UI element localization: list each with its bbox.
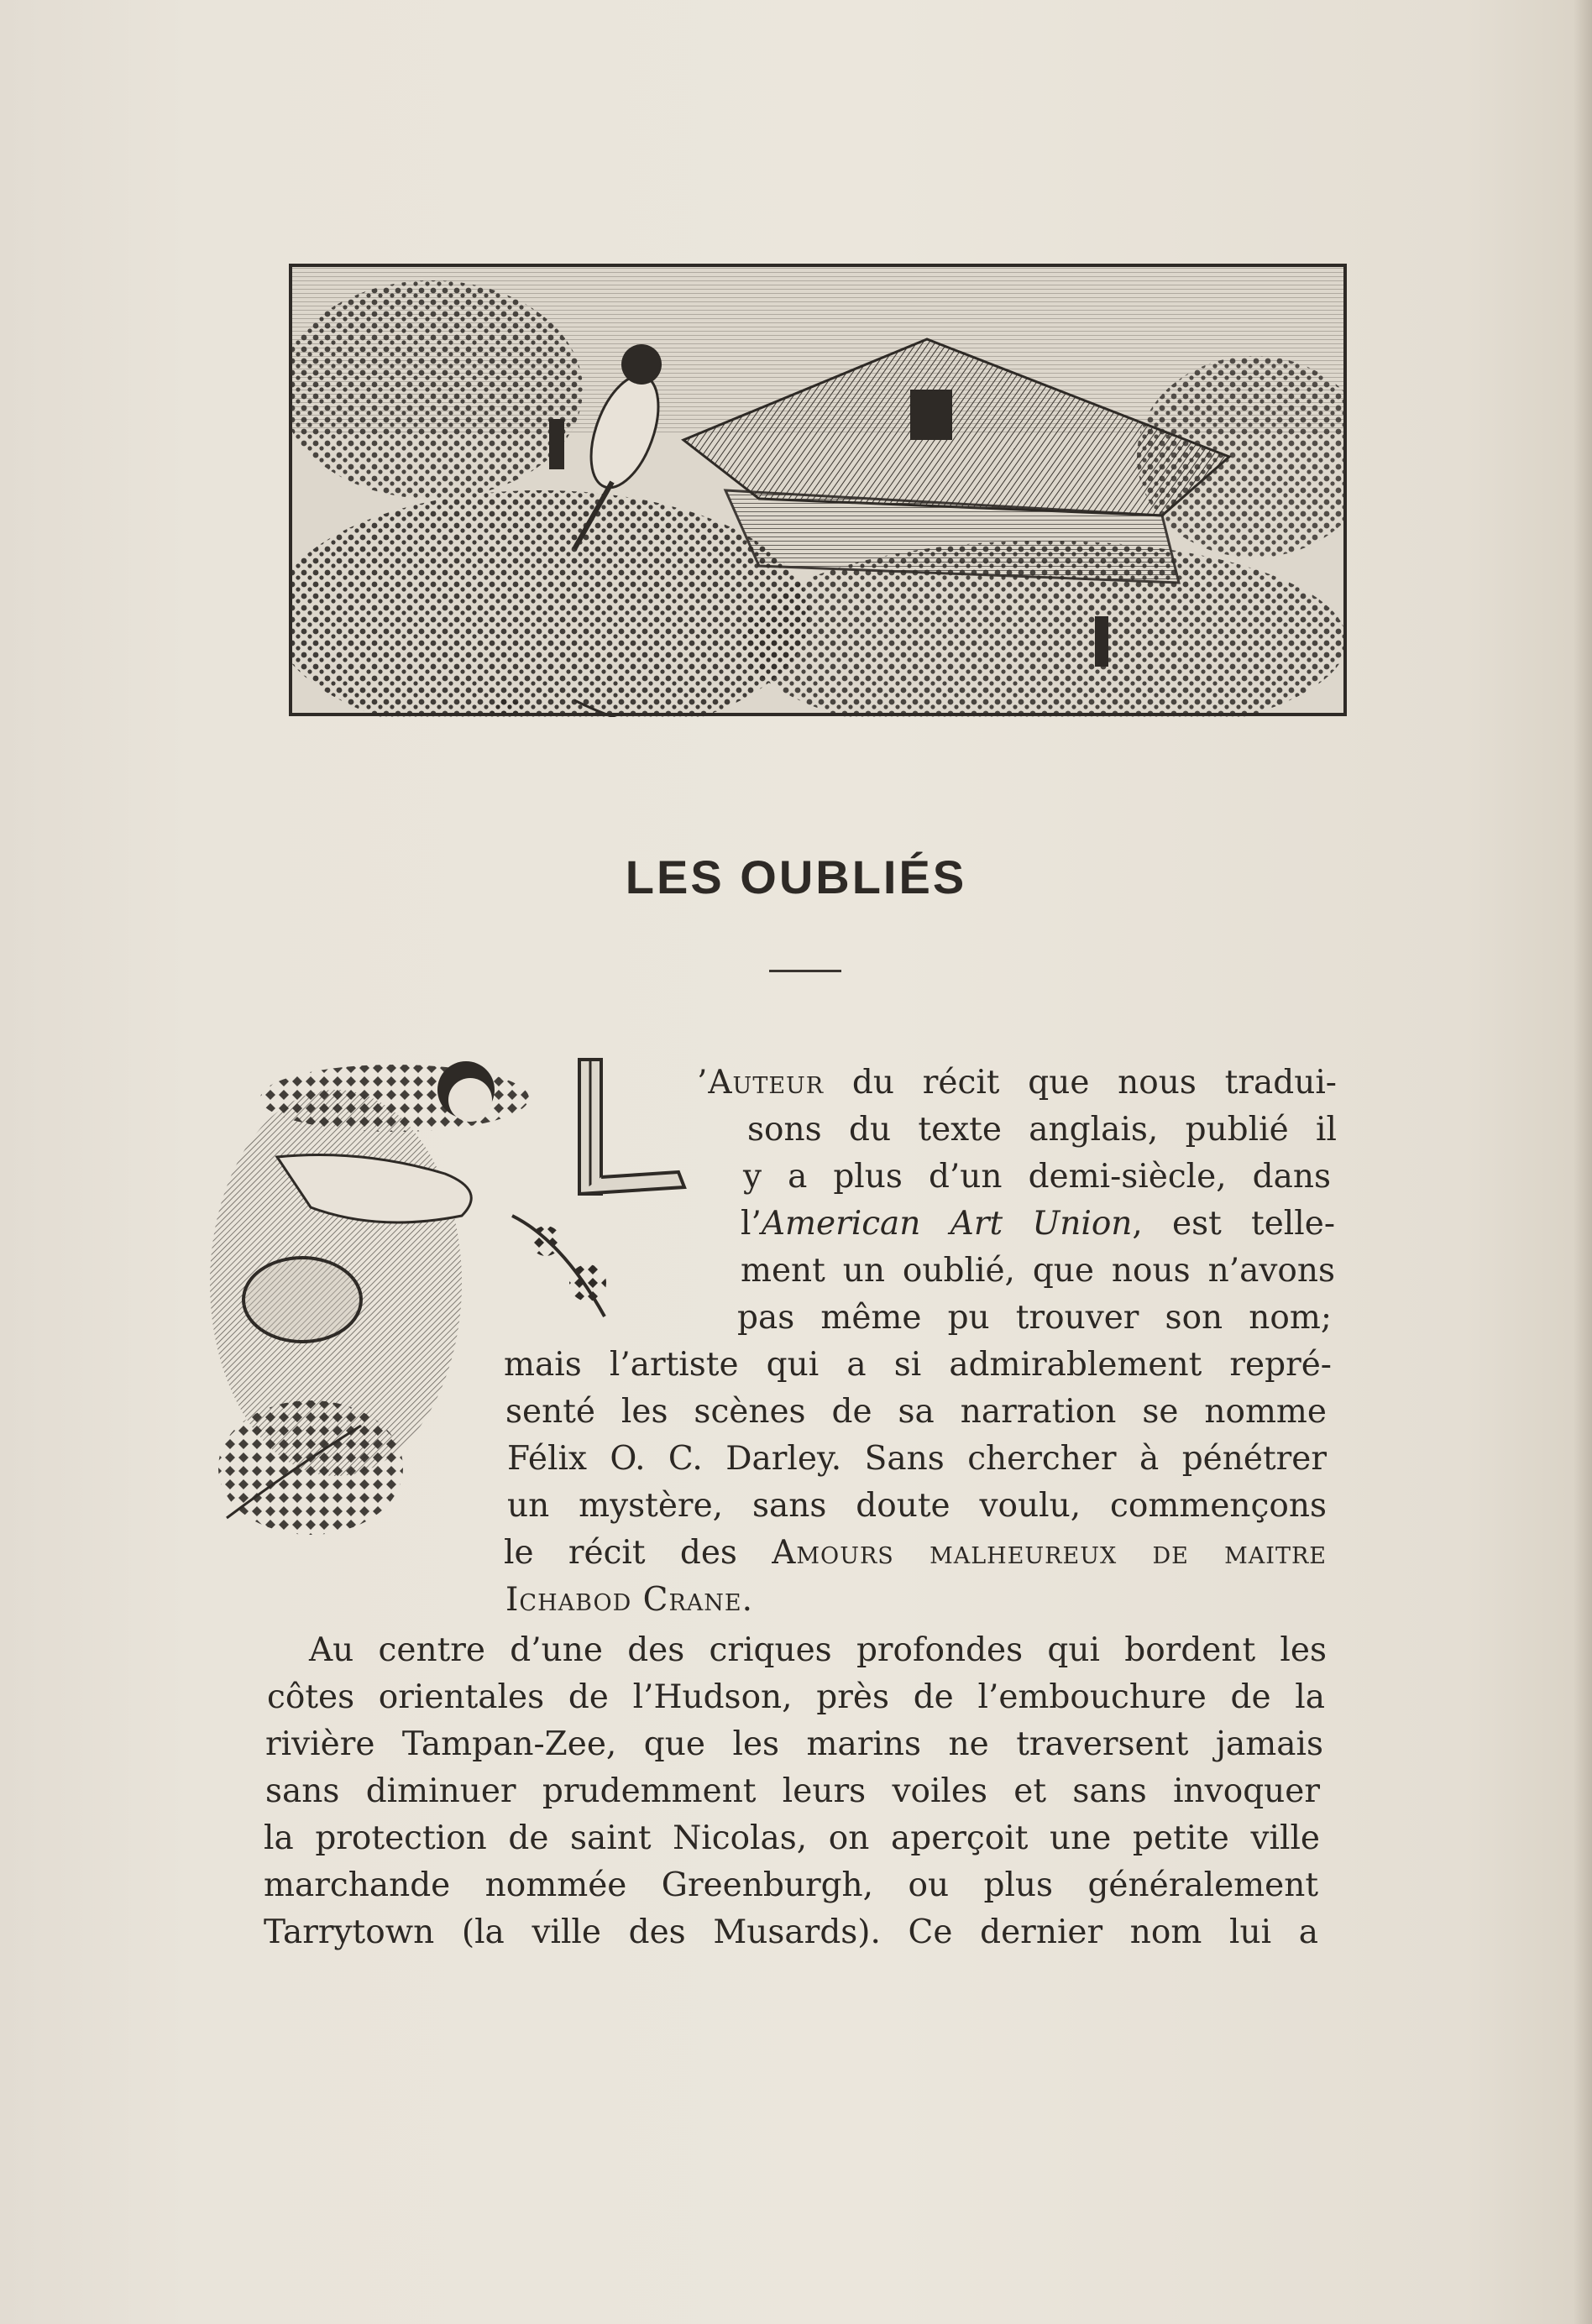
paragraph-line: rivière Tampan-Zee, que les marins ne traversent jamais: [265, 1725, 1323, 1763]
paragraph-line: Tarrytown (la ville des Musards). Ce dernier nom lui a: [264, 1913, 1318, 1951]
text-line: Félix O. C. Darley. Sans chercher à pénétrer: [507, 1440, 1327, 1478]
text-line: ment un oublié, que nous n’avons: [741, 1252, 1335, 1290]
paragraph-line: Au centre d’une des criques profondes qui bordent les: [309, 1631, 1327, 1669]
text-line: le récit des Amours malheureux de maitre: [504, 1534, 1328, 1572]
text-line: l’American Art Union, est telle-: [741, 1205, 1335, 1243]
text-line: un mystère, sans doute voulu, commençons: [507, 1487, 1327, 1525]
title-rule: [769, 970, 841, 972]
text-line: y a plus d’un demi-siècle, dans: [743, 1158, 1331, 1196]
text-line: mais l’artiste qui a si admirablement repré-: [504, 1346, 1332, 1384]
paragraph-line: sans diminuer prudemment leurs voiles et sans invoquer: [265, 1772, 1320, 1810]
text-line: Ichabod Crane.: [505, 1581, 753, 1619]
paragraph-line: marchande nommée Greenburgh, ou plus généralement: [264, 1866, 1318, 1904]
text-line: senté les scènes de sa narration se nomme: [505, 1393, 1327, 1431]
chapter-title: LES OUBLIÉS: [625, 851, 967, 903]
paragraph-line: côtes orientales de l’Hudson, près de l’embouchure de la: [267, 1678, 1325, 1716]
page-edge: [1574, 0, 1592, 2324]
text-line: pas même pu trouver son nom;: [737, 1299, 1332, 1337]
paragraph-line: la protection de saint Nicolas, on aperçoit une petite ville: [264, 1819, 1320, 1857]
text-line: ’Auteur du récit que nous tradui-: [697, 1064, 1337, 1102]
opening-word: ’Auteur: [697, 1064, 825, 1102]
text-line: sons du texte anglais, publié il: [747, 1111, 1337, 1149]
headpiece-engraving: [289, 264, 1347, 717]
